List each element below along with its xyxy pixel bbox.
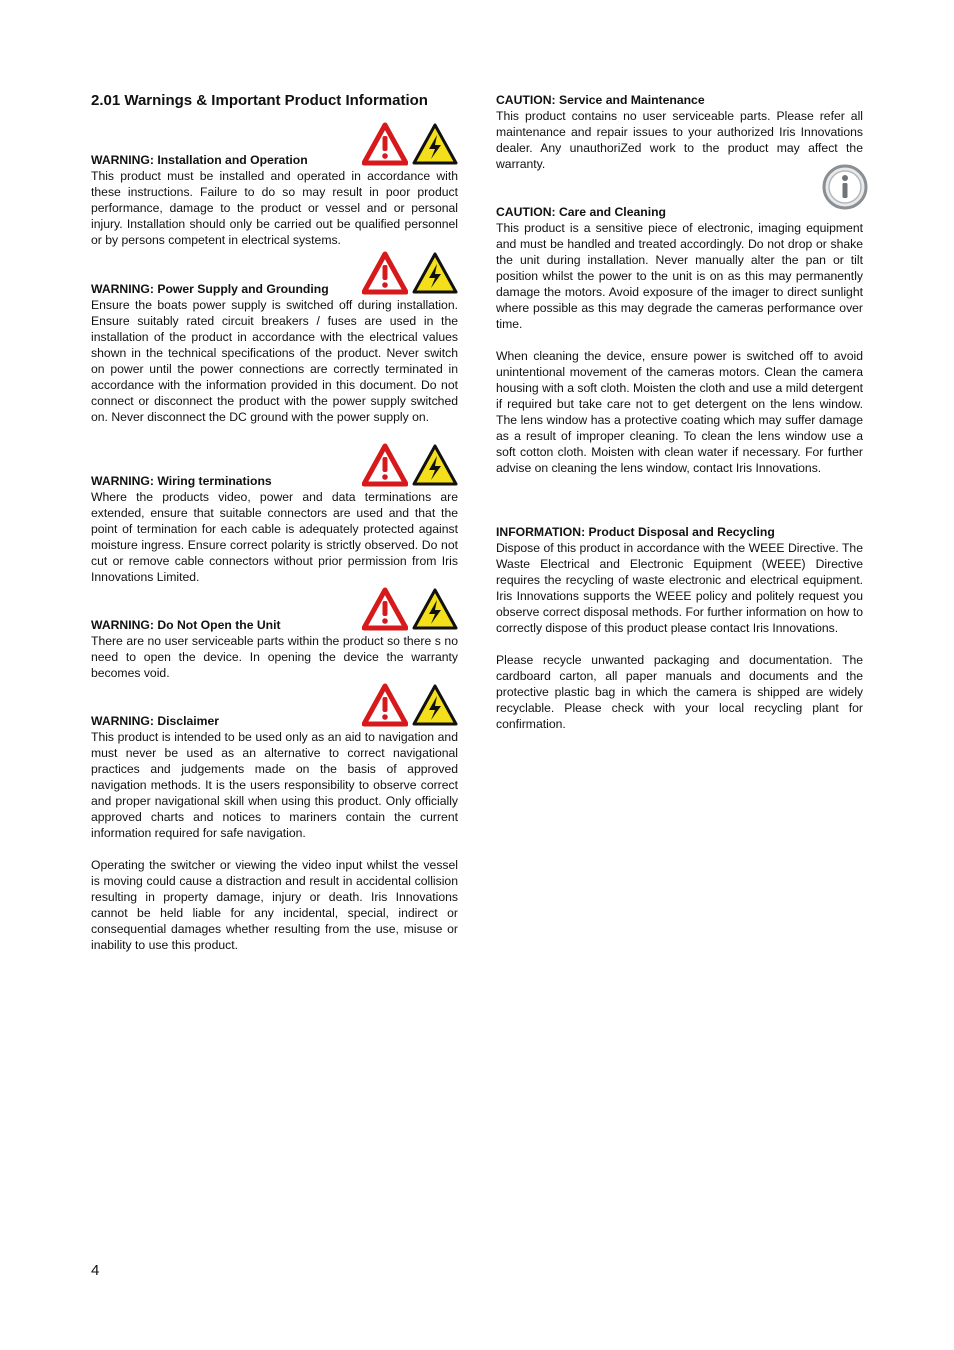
warning-icon-group xyxy=(362,683,458,727)
exclamation-triangle-icon xyxy=(362,587,408,631)
section-paragraph: Please recycle unwanted packaging and documentation. The cardboard carton, all paper manuals and documents and the protective plastic bag in which the camera is shipped are widely recyclable. Please check with your local recycling plant for confirmation. xyxy=(496,653,863,731)
section-paragraph: This product is intended to be used only as an aid to navigation and must never be used as an alternative to correct navigational practices and judgements made on the basis of approved navigation methods. It is the users responsibility to observe correct and proper navigational skill when using this product. Only officially approved charts and notices to mariners contain the current information required for safe navigation. xyxy=(91,730,458,840)
section-heading: WARNING: Disclaimer xyxy=(91,714,219,728)
high-voltage-triangle-icon xyxy=(412,683,458,727)
section-service-maintenance xyxy=(496,92,863,172)
high-voltage-triangle-icon xyxy=(412,587,458,631)
page-title: 2.01 Warnings & Important Product Information xyxy=(91,92,428,109)
warning-icon-group xyxy=(362,443,458,487)
section-heading: WARNING: Installation and Operation xyxy=(91,153,308,167)
section-paragraph: This product contains no user serviceable parts. Please refer all maintenance and repair issues to your authorized Iris Innovations dealer. Any unauthoriZed work to the product may affect the warranty. xyxy=(496,109,863,171)
section-paragraph: There are no user serviceable parts within the product so there s no need to open the device. In opening the device the warranty becomes void. xyxy=(91,634,458,680)
section-paragraph: When cleaning the device, ensure power is switched off to avoid unintentional movement of the cameras motors. Clean the camera housing with a soft cloth. Moisten the cloth and use a mild detergent if required but take care not to get detergent on the lens window. The lens window has a protective coating which may suffer damage as a result of improper cleaning. To clean the lens window use a soft cotton cloth. Moisten with clean water if necessary. For further advise on cleaning the lens window, contact Iris Innovations. xyxy=(496,349,863,475)
exclamation-triangle-icon xyxy=(362,683,408,727)
high-voltage-triangle-icon xyxy=(412,443,458,487)
section-heading: INFORMATION: Product Disposal and Recycling xyxy=(496,525,775,539)
section-paragraph: This product must be installed and operated in accordance with these instructions. Failure to do so may result in poor product performance, damage to the product or vessel and or personal injury. Installation should only be carried out be qualified personnel or by persons competent in electrical systems. xyxy=(91,169,458,247)
section-wiring-terminations xyxy=(91,473,458,585)
warning-icon-group xyxy=(362,122,458,166)
section-heading: CAUTION: Service and Maintenance xyxy=(496,93,705,107)
section-heading: WARNING: Wiring terminations xyxy=(91,474,272,488)
warning-icon-group xyxy=(362,587,458,631)
section-paragraph: Dispose of this product in accordance with the WEEE Directive. The Waste Electrical and Electronic Equipment (WEEE) Directive requires the recycling of waste electronic and electrical equipment. Iris Innovations supports the WEEE policy and politely request you observe correct disposal methods. For further information on how to correctly dispose of this product please contact Iris Innovations. xyxy=(496,541,863,635)
section-power-supply-grounding xyxy=(91,281,458,425)
exclamation-triangle-icon xyxy=(362,443,408,487)
section-paragraph: Ensure the boats power supply is switched off during installation. Ensure suitably rated circuit breakers / fuses are used in the installation of the product in accordance with the electrical values shown in the technical specifications of the product. Never switch on power until the power connections are correctly terminated in accordance with the information provided in this document. Do not connect or disconnect the product with the power supply switched on. Never disconnect the DC ground with the power supply on. xyxy=(91,298,458,424)
section-care-cleaning xyxy=(496,204,863,476)
section-disposal-recycling xyxy=(496,524,863,732)
section-installation-operation xyxy=(91,152,458,248)
section-paragraph: Operating the switcher or viewing the video input whilst the vessel is moving could cause a distraction and result in accidental collision resulting in property damage, injury or death. Iris Innovations cannot be held liable for any incidental, special, indirect or consequential damages whether resulting from the use, misuse or inability to use this product. xyxy=(91,858,458,952)
warning-icon-group xyxy=(362,251,458,295)
page-number: 4 xyxy=(91,1262,100,1279)
section-paragraph: This product is a sensitive piece of electronic, imaging equipment and must be handled and treated accordingly. Do not drop or shake the unit during installation. Never manually alter the pan or tilt position whilst the power to the unit is on as this may permanently damage the motors. Avoid exposure of the imager to direct sunlight where possible as this may degrade the cameras performance over time. xyxy=(496,221,863,331)
exclamation-triangle-icon xyxy=(362,251,408,295)
section-disclaimer xyxy=(91,713,458,953)
section-heading: CAUTION: Care and Cleaning xyxy=(496,205,666,219)
section-heading: WARNING: Power Supply and Grounding xyxy=(91,282,329,296)
high-voltage-triangle-icon xyxy=(412,251,458,295)
exclamation-triangle-icon xyxy=(362,122,408,166)
section-heading: WARNING: Do Not Open the Unit xyxy=(91,618,281,632)
section-paragraph: Where the products video, power and data terminations are extended, ensure that suitable connectors are used and that the point of termination for each cable is adequately protected against moisture ingress. Ensure correct polarity is strictly observed. Do not cut or remove cable connectors without prior permission from Iris Innovations Limited. xyxy=(91,490,458,584)
high-voltage-triangle-icon xyxy=(412,122,458,166)
